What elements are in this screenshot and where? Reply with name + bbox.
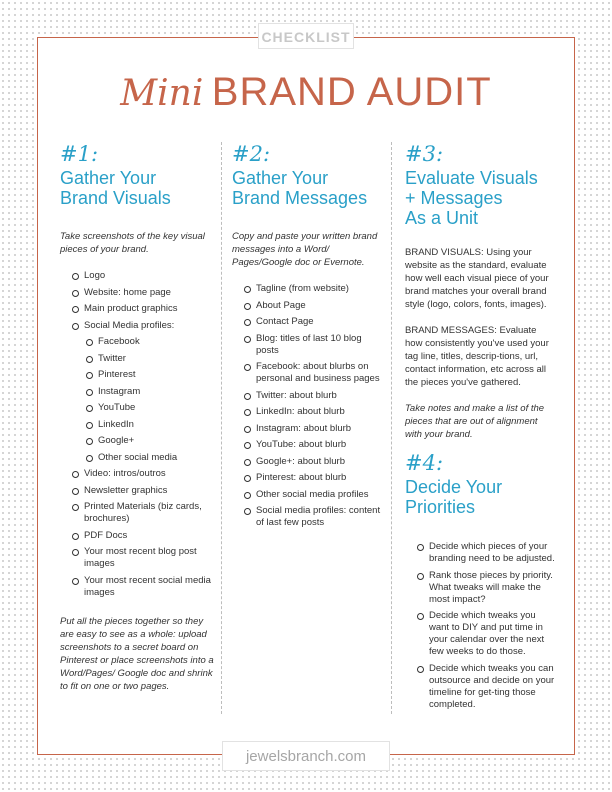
item-label: Pinterest: about blurb	[256, 472, 347, 483]
checklist-item[interactable]	[256, 439, 382, 451]
heading-line: + Messages	[405, 188, 503, 208]
checklist-item[interactable]	[256, 390, 382, 402]
title-main: BRAND AUDIT	[211, 70, 492, 114]
item-label: Twitter: about blurb	[256, 389, 337, 401]
checklist-item[interactable]	[84, 485, 215, 497]
section-heading	[405, 477, 555, 517]
item-label: LinkedIn	[98, 418, 134, 430]
item-label: Decide which tweaks you can outsource and decide on your timeline for get-ting those completed.	[429, 662, 555, 710]
section-number: #4:	[405, 451, 444, 475]
checklist-item[interactable]	[256, 361, 382, 385]
item-label: Video: intros/outros	[84, 468, 166, 479]
checklist-subitem[interactable]	[98, 435, 215, 447]
heading-line: Gather Your	[232, 168, 329, 188]
heading-line: As a Unit	[405, 208, 479, 228]
checkbox-circle-icon[interactable]	[244, 303, 251, 310]
checklist-tab: CHECKLIST	[258, 23, 354, 49]
checklist-item[interactable]	[84, 303, 215, 315]
checkbox-circle-icon[interactable]	[244, 442, 251, 449]
item-label: Facebook: about blurbs on personal and business pages	[256, 361, 380, 384]
item-label: Rank those pieces by priority. What tweaks will make the most impact?	[429, 569, 553, 605]
checkbox-circle-icon[interactable]	[86, 438, 93, 445]
checklist-item[interactable]	[256, 300, 382, 312]
item-label: Newsletter graphics	[84, 484, 168, 496]
heading-line: Brand Visuals	[60, 188, 171, 208]
checklist-item[interactable]	[256, 406, 382, 418]
checklist-item[interactable]	[84, 270, 215, 282]
checklist	[429, 541, 555, 711]
section-number: #1:	[60, 142, 99, 166]
checkbox-circle-icon[interactable]	[244, 508, 251, 515]
checkbox-circle-icon[interactable]	[72, 471, 79, 478]
item-label: Your most recent blog post images	[84, 546, 197, 569]
take-notes-note: Take notes and make a list of the pieces that are out of alignment with your brand.	[405, 403, 545, 440]
checklist-item[interactable]	[256, 505, 382, 529]
section-evaluate	[405, 142, 555, 715]
item-label: Social media profiles: content of last few posts	[256, 505, 381, 528]
item-label: Pinterest	[98, 369, 136, 380]
item-label: YouTube: about blurb	[256, 439, 347, 450]
item-label: Decide which tweaks you want to DIY and put time in your calendar over the next few weeks to do those.	[429, 610, 545, 657]
checkbox-circle-icon[interactable]	[72, 323, 79, 330]
checkbox-circle-icon[interactable]	[86, 455, 93, 462]
section-gather-visuals	[60, 142, 215, 693]
brand-messages-note: BRAND MESSAGES: Evaluate how consistently you've used your tag line, titles, descrip-tions, url, contact information, etc across all the pieces you've gathered.	[405, 325, 549, 388]
checklist-item[interactable]	[84, 575, 215, 599]
checklist-item[interactable]	[256, 333, 382, 357]
checklist-item[interactable]	[256, 316, 382, 328]
item-label: Instagram: about blurb	[256, 422, 352, 434]
section-gather-messages	[232, 142, 382, 534]
item-label: Printed Materials (biz cards, brochures)	[84, 501, 202, 524]
checkbox-circle-icon[interactable]	[244, 459, 251, 466]
checkbox-circle-icon[interactable]	[244, 336, 251, 343]
checklist-subitem[interactable]	[98, 386, 215, 398]
section-heading	[405, 168, 555, 228]
heading-line: Priorities	[405, 497, 476, 517]
checklist-subitem[interactable]	[98, 336, 215, 348]
checklist-item[interactable]	[256, 456, 382, 468]
checklist-subitem[interactable]	[98, 419, 215, 431]
item-label: Other social media	[98, 451, 178, 463]
checkbox-circle-icon[interactable]	[244, 393, 251, 400]
item-label: PDF Docs	[84, 529, 128, 541]
item-label: Website: home page	[84, 286, 171, 298]
item-label: Decide which pieces of your branding need to be adjusted.	[429, 541, 555, 564]
checklist-item[interactable]	[429, 570, 555, 606]
checklist-subitem[interactable]	[98, 369, 215, 381]
item-label: Facebook	[98, 336, 140, 347]
checklist-item[interactable]	[84, 546, 215, 570]
item-label: LinkedIn: about blurb	[256, 406, 345, 417]
column-divider	[221, 142, 222, 714]
checkbox-circle-icon[interactable]	[86, 389, 93, 396]
checkbox-circle-icon[interactable]	[417, 613, 424, 620]
checklist-item[interactable]	[84, 468, 215, 480]
checkbox-circle-icon[interactable]	[244, 319, 251, 326]
item-label: Tagline (from website)	[256, 283, 349, 294]
checkbox-circle-icon[interactable]	[72, 578, 79, 585]
checkbox-circle-icon[interactable]	[72, 273, 79, 280]
section-outro: Put all the pieces together so they are easy to see as a whole: upload screenshots to a secret board on Pinterest or place screenshots into a Word/Pages/ Google doc and shrink to fit on one or two pages.	[60, 615, 214, 692]
checkbox-circle-icon[interactable]	[72, 488, 79, 495]
checklist-subitem[interactable]	[98, 353, 215, 365]
checkbox-circle-icon[interactable]	[244, 426, 251, 433]
footer-site-link[interactable]: jewelsbranch.com	[222, 741, 390, 771]
section-number: #3:	[405, 142, 444, 166]
checkbox-circle-icon[interactable]	[86, 356, 93, 363]
section-intro: Take screenshots of the key visual pieces of your brand.	[60, 231, 205, 255]
heading-line: Brand Messages	[232, 188, 368, 208]
item-label: Twitter	[98, 352, 126, 364]
section-heading	[60, 168, 215, 208]
checklist-item[interactable]	[256, 283, 382, 295]
checklist-item[interactable]	[429, 541, 555, 565]
section-heading	[232, 168, 382, 208]
checkbox-circle-icon[interactable]	[417, 666, 424, 673]
checklist-item[interactable]	[429, 663, 555, 711]
checkbox-circle-icon[interactable]	[244, 475, 251, 482]
checkbox-circle-icon[interactable]	[244, 409, 251, 416]
checklist-item[interactable]	[84, 287, 215, 299]
checklist	[84, 270, 215, 599]
checklist	[256, 283, 382, 529]
item-label: Logo	[84, 270, 106, 281]
brand-visuals-note: BRAND VISUALS: Using your website as the standard, evaluate how well each visual piece of your brand matches your overall brand style (logo, colors, fonts, images).	[405, 247, 549, 310]
checklist-item[interactable]	[256, 472, 382, 484]
checklist-subitem[interactable]	[98, 452, 215, 464]
checkbox-circle-icon[interactable]	[72, 290, 79, 297]
checklist-subitem[interactable]	[98, 402, 215, 414]
item-label: Your most recent social media images	[84, 574, 211, 598]
checkbox-circle-icon[interactable]	[72, 549, 79, 556]
checkbox-circle-icon[interactable]	[417, 573, 424, 580]
item-label: YouTube	[98, 402, 136, 413]
item-label: Social Media profiles:	[84, 319, 175, 331]
checklist-item[interactable]	[256, 489, 382, 501]
checkbox-circle-icon[interactable]	[72, 504, 79, 511]
checkbox-circle-icon[interactable]	[86, 422, 93, 429]
checkbox-circle-icon[interactable]	[86, 339, 93, 346]
section-intro: Copy and paste your written brand messages into a Word/ Pages/Google doc or Evernote.	[232, 231, 378, 268]
checkbox-circle-icon[interactable]	[72, 533, 79, 540]
checkbox-circle-icon[interactable]	[244, 492, 251, 499]
checklist-item[interactable]	[84, 320, 215, 332]
checklist-item[interactable]	[256, 423, 382, 435]
item-label: Instagram	[98, 385, 141, 397]
checkbox-circle-icon[interactable]	[86, 405, 93, 412]
column-divider	[391, 142, 392, 714]
item-label: Google+: about blurb	[256, 455, 345, 467]
item-label: About Page	[256, 299, 306, 311]
checkbox-circle-icon[interactable]	[72, 306, 79, 313]
item-label: Google+	[98, 435, 135, 446]
section-number: #2:	[232, 142, 271, 166]
item-label: Main product graphics	[84, 303, 178, 314]
page-title	[40, 70, 572, 115]
checkbox-circle-icon[interactable]	[86, 372, 93, 379]
heading-line: Gather Your	[60, 168, 157, 188]
checklist-item[interactable]	[429, 610, 555, 658]
heading-line: Decide Your	[405, 477, 503, 497]
heading-line: Evaluate Visuals	[405, 168, 538, 188]
checklist-item[interactable]	[84, 530, 215, 542]
checkbox-circle-icon[interactable]	[244, 364, 251, 371]
checkbox-circle-icon[interactable]	[244, 286, 251, 293]
item-label: Other social media profiles	[256, 488, 369, 500]
checklist-item[interactable]	[84, 501, 215, 525]
checkbox-circle-icon[interactable]	[417, 544, 424, 551]
item-label: Blog: titles of last 10 blog posts	[256, 332, 362, 356]
title-script: Mini	[120, 73, 204, 114]
item-label: Contact Page	[256, 316, 314, 327]
